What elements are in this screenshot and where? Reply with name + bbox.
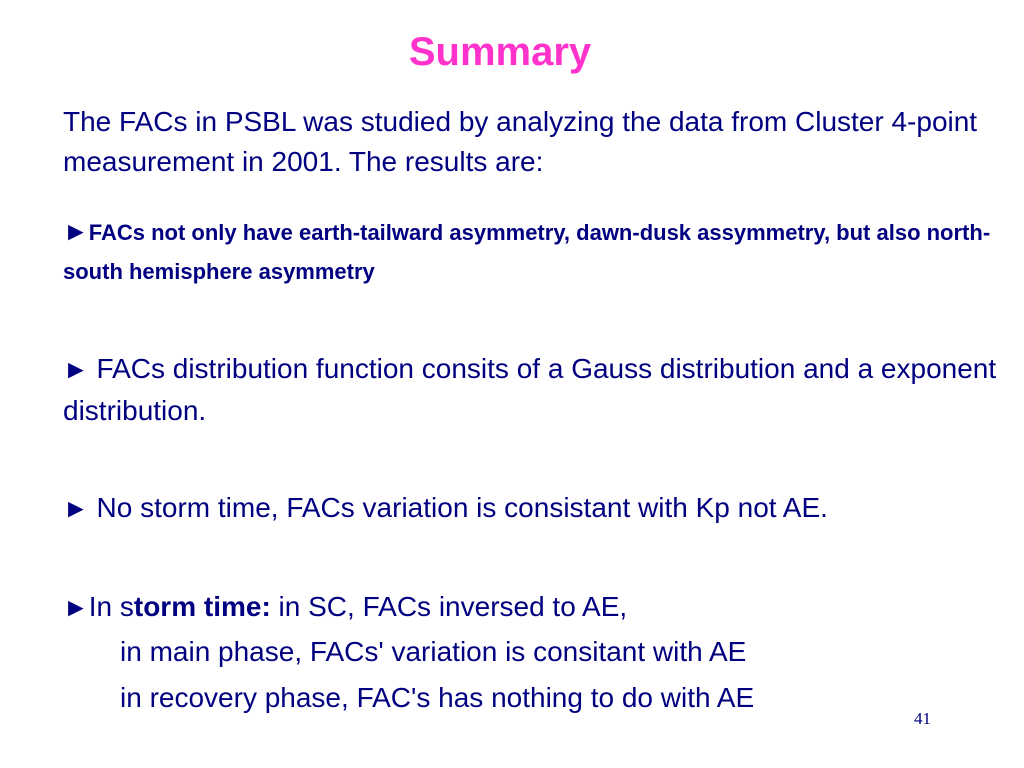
bullet-point-4-line-3: in recovery phase, FAC's has nothing to do with AE xyxy=(120,682,755,713)
bullet-point-2 xyxy=(63,348,1013,432)
arrow-bullet-icon: ► xyxy=(63,216,89,246)
bullet-point-4 xyxy=(63,585,1013,721)
bullet-point-4-line-2: in main phase, FACs' variation is consitant with AE xyxy=(120,636,747,667)
arrow-bullet-icon: ► xyxy=(63,493,89,523)
bullet-point-4-rest: in SC, FACs inversed to AE, xyxy=(270,591,628,622)
bullet-point-1-text: FACs not only have earth-tailward asymmetry, dawn-dusk assymmetry, but also north-south hemisphere asymmetry xyxy=(63,220,991,284)
slide-title: Summary xyxy=(408,30,592,74)
bullet-point-3-text: No storm time, FACs variation is consistant with Kp not AE. xyxy=(88,492,828,523)
bullet-point-1 xyxy=(63,212,1013,290)
bullet-point-3 xyxy=(63,487,1013,529)
bullet-point-4-bold: torm time: xyxy=(133,591,271,622)
bullet-point-4-prefix: In s xyxy=(88,591,134,622)
arrow-bullet-icon: ► xyxy=(63,592,89,622)
bullet-point-2-text: FACs distribution function consits of a Gauss distribution and a exponent distribution. xyxy=(63,353,997,426)
intro-paragraph: The FACs in PSBL was studied by analyzing the data from Cluster 4-point measurement in 2001. The results are: xyxy=(63,106,978,177)
arrow-bullet-icon: ► xyxy=(63,354,89,384)
page-number: 41 xyxy=(914,709,931,728)
